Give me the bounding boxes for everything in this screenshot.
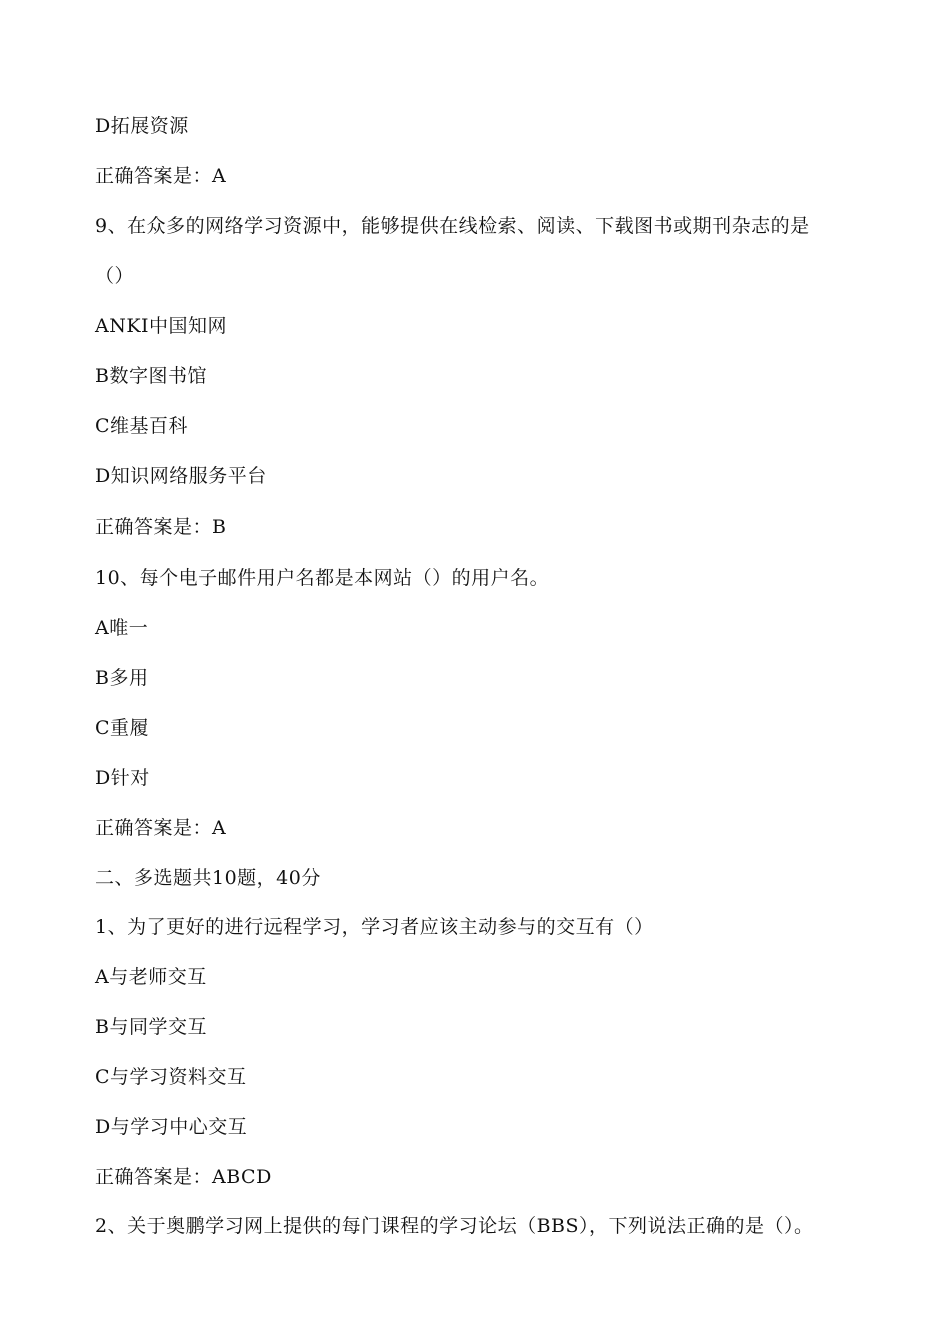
question-10: 10、每个电子邮件用户名都是本网站（）的用户名。 (95, 567, 550, 589)
question-9-continuation: （） (95, 265, 135, 287)
option-a-mc1: A与老师交互 (95, 966, 207, 988)
option-b-q9: B数字图书馆 (95, 365, 207, 387)
question-9: 9、在众多的网络学习资源中，能够提供在线检索、阅读、下载图书或期刊杂志的是 (95, 215, 810, 237)
answer-q8: 正确答案是：A (95, 165, 227, 187)
option-c-mc1: C与学习资料交互 (95, 1066, 247, 1088)
answer-q9: 正确答案是：B (95, 516, 227, 538)
answer-q10: 正确答案是：A (95, 817, 227, 839)
option-d-q8: D拓展资源 (95, 115, 189, 137)
option-c-q9: C维基百科 (95, 415, 189, 437)
option-a-q9: ANKI中国知网 (95, 315, 228, 337)
mc-question-1: 1、为了更好的进行远程学习，学习者应该主动参与的交互有（） (95, 916, 654, 938)
option-d-q10: D针对 (95, 767, 150, 789)
answer-mc1: 正确答案是：ABCD (95, 1166, 272, 1188)
mc-question-2: 2、关于奥鹏学习网上提供的每门课程的学习论坛（BBS），下列说法正确的是（）。 (95, 1215, 814, 1237)
option-d-q9: D知识网络服务平台 (95, 465, 267, 487)
section-heading-multiple-choice: 二、多选题共10题，40分 (95, 867, 321, 889)
option-d-mc1: D与学习中心交互 (95, 1116, 248, 1138)
option-b-q10: B多用 (95, 667, 149, 689)
option-a-q10: A唯一 (95, 617, 149, 639)
option-c-q10: C重履 (95, 717, 150, 739)
option-b-mc1: B与同学交互 (95, 1016, 207, 1038)
